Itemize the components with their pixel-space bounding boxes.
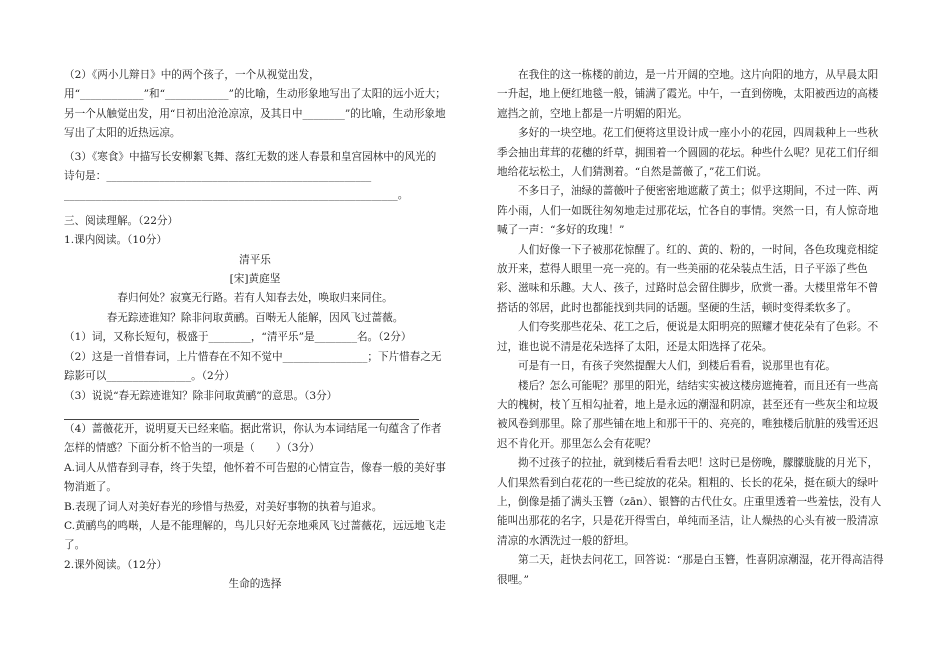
poem-question-1: （1）词，又称长短句，极盛于________，“清平乐”是________名。（2分） (64, 331, 412, 344)
question-2: （2）《两小儿辩日》中的两个孩子，一个从视觉出发，用“____________”和“____________”的比喻，生动形象地写出了太阳的远小近大；另一个从触觉出发，用“日初出沧沧凉凉，及其日中________”的比喻，生动形象地写出了太阳的近热远凉。 (64, 69, 446, 140)
story-paragraph-8: 拗不过孩子的拉扯，就到楼后看看去吧！这时已是傍晚，朦朦胧胧的月光下，人们果然看到白花花的一些已绽放的花朵。粗粗的、长长的花朵，挺在硕大的绿叶上，倒像是插了满头玉簪（zān）、银簪的古代仕女。庄重里透着一些羞怯，没有人能叫出那花的名字，只是花开得雪白，单纯而圣洁，让人燥热的心头有被一股清凉清凉的水洒洗过一般的舒坦。 (497, 457, 882, 547)
story-paragraph-2: 多好的一块空地。花工们便将这里设计成一座小小的花园，四周栽种上一些秋季会抽出茸茸的花穗的纤草，拥围着一个圆圆的花坛。种些什么呢？见花工们仔细地给花坛松土，人们猜测着。“自然是蔷薇了，”花工们说。 (497, 127, 879, 179)
section-3-heading: 三、阅读理解。（22分） (64, 214, 179, 227)
option-a: A.词人从惜春到寻春，终于失望，他怀着不可告慰的心情宣告，像春一般的美好事物消逝了。 (64, 461, 446, 494)
right-column (497, 66, 884, 590)
poem-author: [宋]黄庭坚 (229, 273, 281, 286)
option-b: B.表现了词人对美好春光的珍惜与热爱，对美好事物的执着与追求。 (64, 500, 383, 513)
story-paragraph-9: 第二天，赶快去问花工，回答说：“那是白玉簪，性喜阴凉潮湿，花开得高洁得很哩。” (497, 554, 884, 586)
question-3: （3）《寒食》中描写长安柳絮飞舞、落红无数的迷人春景和皇宫园林中的风光的诗句是：__________________________________________________ (64, 150, 437, 183)
story-paragraph-6: 可是有一日，有孩子突然提醒大人们，到楼后看看，说那里也有花。 (518, 360, 836, 373)
answer-line (64, 406, 419, 420)
poem-line-2: 春无踪迹谁知？除非问取黄鹂。百啭无人能解，因风飞过蔷薇。 (106, 311, 404, 324)
poem-question-3: （3）说说“春无踪迹谁知？除非问取黄鹂”的意思。（3分） (64, 389, 338, 402)
story-paragraph-7: 楼后？怎么可能呢？那里的阳光，结结实实被这楼房遮掩着，而且还有一些高大的槐树，枝丫互相勾扯着，地上是永远的潮湿和阴凉，甚至还有一些灰尘和垃圾被风卷到那里。除了那些铺在地上和那干干的、亮亮的，唯独楼后肮脏的残雪还迟迟不肯化开。那里怎么会有花呢？ (497, 379, 879, 450)
option-c: C.黄鹂鸟的鸣啭，人是不能理解的，鸟儿只好无奈地乘风飞过蔷薇花，远远地飞走了。 (64, 519, 446, 552)
story-paragraph-3: 不多日子，油绿的蔷薇叶子便密密地遮蔽了黄土；似乎这期间，不过一阵、两阵小雨，人们一如既往匆匆地走过那花坛，忙各自的事情。突然一日，有人惊奇地喊了一声：“多好的玫瑰！” (497, 185, 879, 237)
story-title: 生命的选择 (228, 578, 282, 591)
sub-2-heading: 2.课外阅读。（12分） (64, 558, 168, 571)
left-column (64, 66, 446, 595)
poem-line-1: 春归何处？寂寞无行路。若有人知春去处，唤取归来同住。 (117, 292, 393, 305)
poem-question-2: （2）这是一首惜春词，上片惜春在不知不觉中________________；下片惜春之无踪影可以________________。（2分） (64, 350, 442, 383)
sub-1-heading: 1.课内阅读。（10分） (64, 234, 168, 247)
story-paragraph-5: 人们夸奖那些花朵、花工之后，便说是太阳明亮的照耀才使花朵有了色彩。不过，谁也说不清是花朵选择了太阳，还是太阳选择了花朵。 (497, 321, 879, 353)
poem-question-4: （4）蔷薇花开，说明夏天已经来临。据此常识，你认为本词结尾一句蕴含了作者怎样的情感？下面分析不恰当的一项是（ ）（3分） (64, 422, 442, 455)
story-paragraph-4: 人们好像一下子被那花惊醒了。红的、黄的、粉的，一时间，各色玫瑰竞相绽放开来，惹得人眼里一亮一亮的。有一些美丽的花朵装点生活，日子平添了些色彩、滋味和乐趣。大人、孩子，过路时总会留住脚步，欣赏一番。大楼里常年不曾搭话的邻居，此时也都能找到共同的话题。坚硬的生活，顿时变得柔软多了。 (497, 243, 879, 314)
story-paragraph-1: 在我住的这一栋楼的前边，是一片开阔的空地。这片向阳的地方，从早晨太阳一升起，地上便红地毯一般，铺满了霞光。中午，一直到傍晚，太阳被西边的高楼遮挡之前，空地上都是一片明媚的阳光。 (497, 69, 879, 120)
question-3-end: _______________________________________________________________。 (64, 189, 409, 202)
poem-title: 清平乐 (239, 253, 271, 266)
